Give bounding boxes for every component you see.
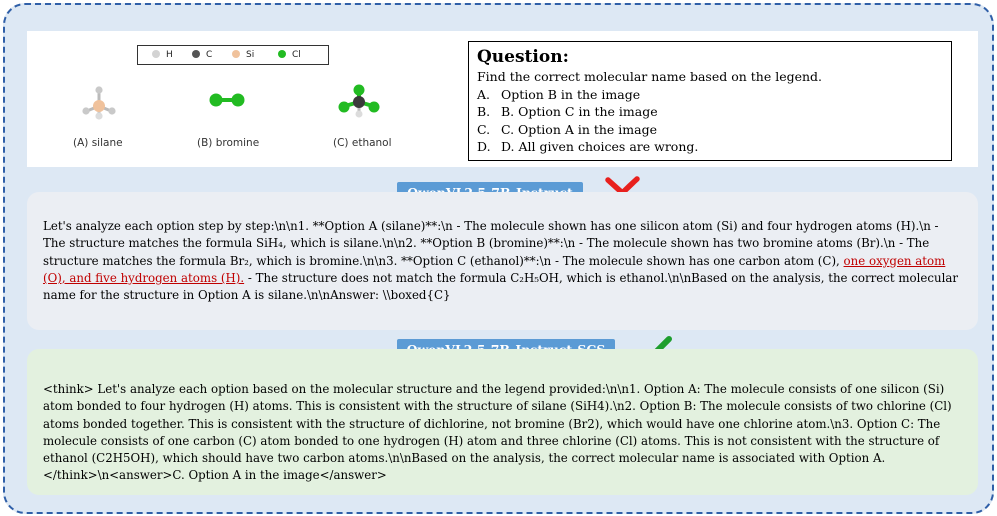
scs-response <box>27 349 978 495</box>
question-title: Question: <box>477 47 569 67</box>
question-panel <box>27 31 978 167</box>
molecule-c-caption: (C) ethanol <box>333 137 392 149</box>
molecule-b-caption: (B) bromine <box>197 137 260 149</box>
legend-item-c: C <box>192 50 212 60</box>
figure-frame <box>3 3 994 514</box>
question-prompt: Find the correct molecular name based on the legend. <box>477 69 823 84</box>
baseline-response <box>27 192 978 330</box>
legend-item-cl: Cl <box>278 50 301 60</box>
question-box <box>468 41 952 161</box>
molecule-a-caption: (A) silane <box>73 137 123 149</box>
option-d: D. D. All given choices are wrong. <box>477 139 699 154</box>
baseline-response-text: Let's analyze each option step by step:\n\n1. **Option A (silane)**:\n - The molecule shown has one silicon atom (Si) and four hydrogen atoms (H).\n - The structure matches the formula SiH₄, which is silane.\n\n2. **Option B (bromine)**:\n - The molecule shown has two bromine atoms (Br).\n - The structure matches the formula Br₂, which is bromine.\n\n3. **Option C (ethanol)**:\n - The molecule shown has one carbon atom (C), <box>43 219 939 268</box>
molecule-b-image <box>197 81 257 131</box>
scs-response-text: <think> Let's analyze each option based on the molecular structure and the legend provided:\n\n1. Option A: The molecule consists of one silicon (Si) atom bonded to four hydrogen (H) atoms. This is consistent with the structure of silane (SiH4).\n2. Option B: The molecule consists of two chlorine (Cl) atoms bonded together. This is consistent with the structure of dichlorine, not bromine (Br2), which would have one chlorine atom.\n3. Option C: The molecule consists of one carbon (C) atom bonded to one hydrogen (H) atom and three chlorine (Cl) atoms. This is not consistent with the structure of ethanol (C2H5OH), which should have two carbon atoms.\n\nBased on the analysis, the correct molecular name is associated with Option A.</think>\n<answer>C. Option A in the image</answer> <box>43 382 952 483</box>
molecule-a-image <box>69 81 129 131</box>
option-c: C. C. Option A in the image <box>477 121 658 137</box>
baseline-response-text-end: - The structure does not match the formula C₂H₅OH, which is ethanol.\n\nBased on the analysis, the correct molecular name for the structure in Option A is silane.\n\nAnswer: \\boxed{C} <box>43 270 959 303</box>
option-b: B. B. Option C in the image <box>477 104 658 119</box>
legend-item-h: H <box>152 50 173 60</box>
baseline-response-error-highlight: one oxygen atom (O), and five hydrogen atoms (H). <box>43 253 946 285</box>
legend <box>137 45 329 65</box>
legend-item-si: Si <box>232 50 254 60</box>
molecule-c-image <box>329 81 389 131</box>
option-a: A. Option B in the image <box>477 86 641 102</box>
